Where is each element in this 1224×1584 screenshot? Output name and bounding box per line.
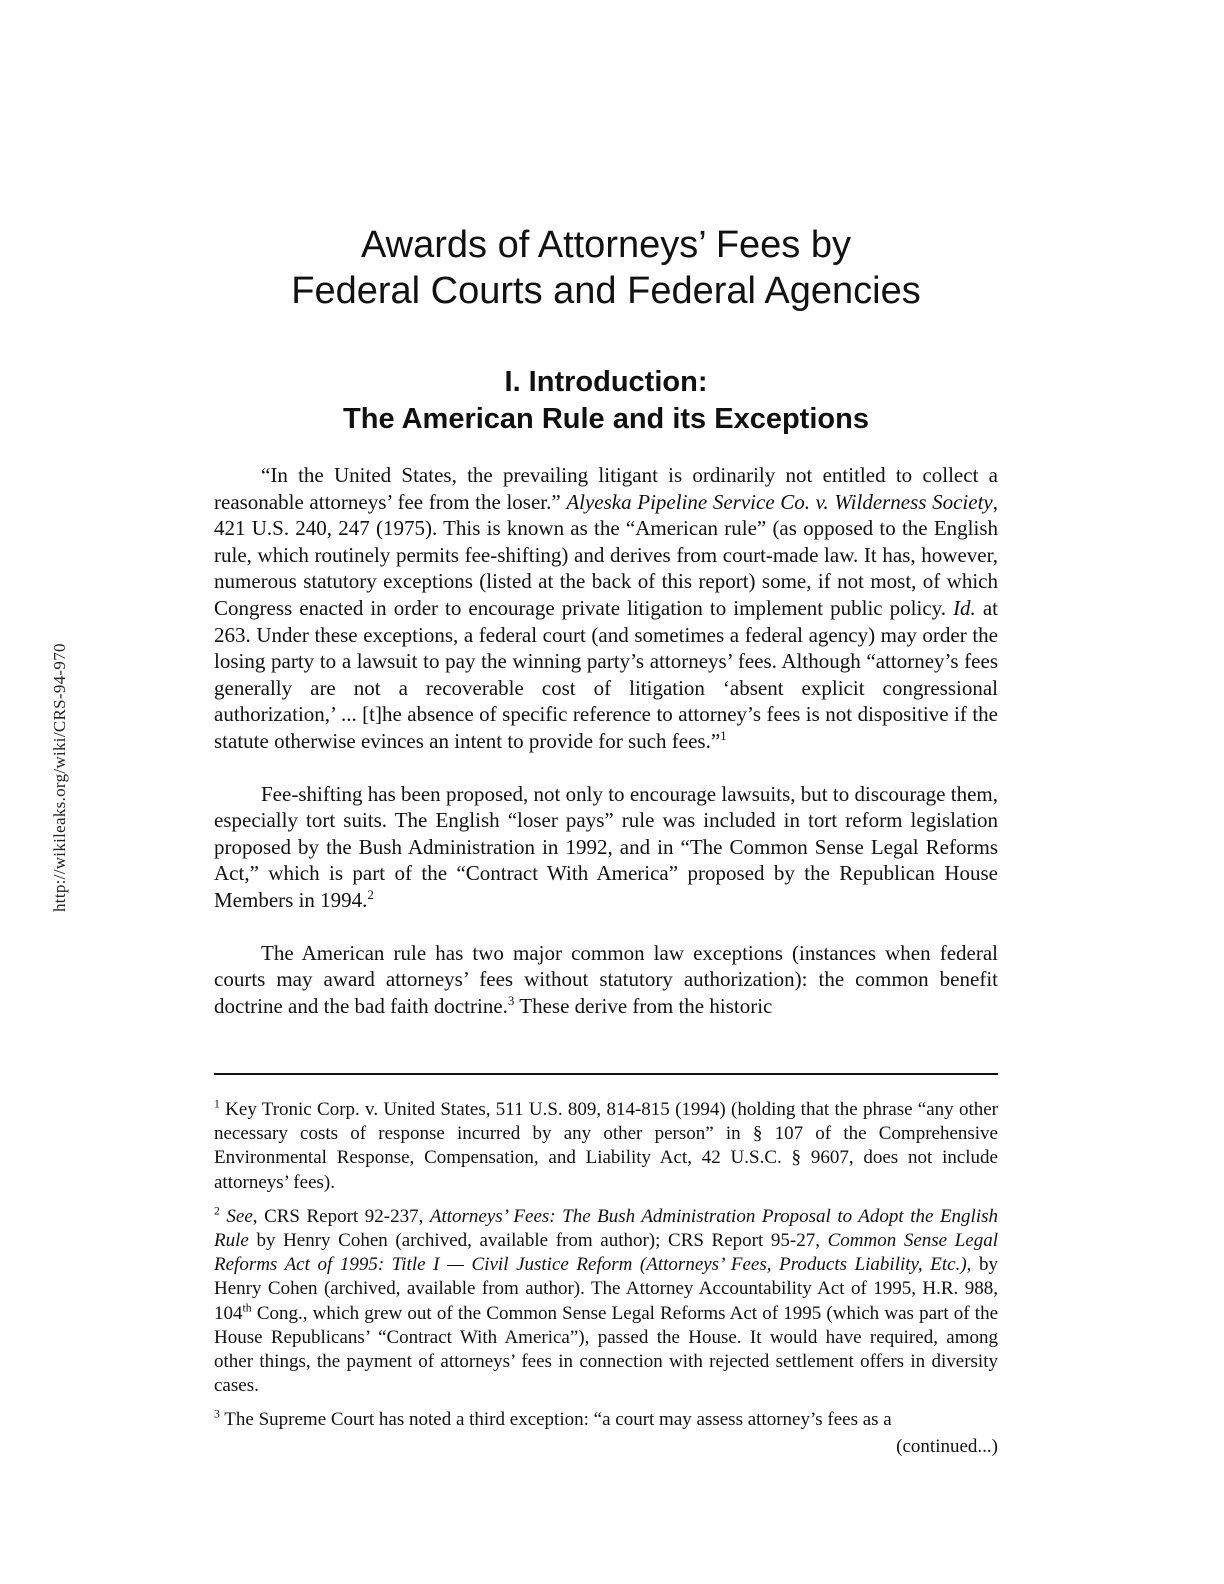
document-title [214, 222, 998, 314]
footnote-2 [214, 1205, 998, 1399]
paragraph-3-text-a: The American rule has two major common law exceptions (instances when federal courts may award attorneys’ fees without statutory authorization): the common benefit doctrine and the bad faith doctrine. [214, 940, 998, 1018]
paragraph-2-text: Fee-shifting has been proposed, not only to encourage lawsuits, but to discourage them, especially tort suits. The English “loser pays” rule was included in tort reform legislation proposed by the Bush Administration in 1992, and in “The Common Sense Legal Reforms Act,” which is part of the “Contract With America” proposed by the Republican House Members in 1994. [214, 781, 998, 912]
footnote-3-number: 3 [214, 1408, 220, 1422]
footnote-2-text-c: , by Henry Cohen (archived, available from author). The Attorney Accountability Act of 1995, H.R. 988, 104 [214, 1254, 999, 1324]
footnotes [214, 1098, 998, 1459]
footnote-1 [214, 1098, 998, 1195]
footnote-1-text: Key Tronic Corp. v. United States, 511 U.S. 809, 814-815 (1994) (holding that the phrase “any other necessary costs of response incurred by any other person” in § 107 of the Comprehensive Environmental Response, Compensation, and Liability Act, 42 U.S.C. § 9607, does not include attorneys’ fees). [214, 1099, 998, 1193]
footnote-2-text-b: by Henry Cohen (archived, available from author); CRS Report 95-27, [248, 1230, 828, 1252]
section-heading [214, 364, 998, 438]
id-citation: Id. [953, 595, 976, 620]
section-heading-line-1: I. Introduction: [504, 366, 708, 398]
case-citation: Alyeska Pipeline Service Co. v. Wilderness Society [566, 489, 993, 514]
footnote-3-text: The Supreme Court has noted a third exception: “a court may assess attorney’s fees as a [219, 1409, 892, 1431]
footnote-continued: (continued...) [896, 1435, 998, 1457]
title-line-1: Awards of Attorneys’ Fees by [360, 224, 851, 266]
footnote-3 [214, 1408, 998, 1432]
title-line-2: Federal Courts and Federal Agencies [291, 270, 921, 312]
paragraph-3 [214, 940, 998, 1020]
paragraph-3-text-b: These derive from the historic [514, 993, 773, 1018]
footnote-ref-2: 2 [367, 886, 374, 902]
footnote-2-report-title-1: Attorneys’ Fees: The Bush Administration Proposal to Adopt the English Rule [214, 1205, 999, 1252]
paragraph-2 [214, 781, 998, 914]
footnote-ref-3: 3 [507, 992, 515, 1008]
footnote-2-number: 2 [214, 1204, 220, 1218]
paragraph-1-text-c: at 263. Under these exceptions, a federal court (and sometimes a federal agency) may order the losing party to a lawsuit to pay the winning party’s attorneys’ fees. Although “attorney’s fees generally are not a recoverable cost of litigation ‘absent explicit congressional authorization,’ ... [t]he absence of specific reference to attorney’s fees is not dispositive if the statute otherwise evinces an intent to provide for such fees.” [214, 595, 998, 753]
paragraph-1 [214, 462, 998, 755]
footnote-ref-1: 1 [720, 727, 727, 743]
footnote-divider [214, 1073, 998, 1075]
paragraph-1-text-b: , 421 U.S. 240, 247 (1975). This is known as the “American rule” (as opposed to the English rule, which routinely permits fee-shifting) and derives from court-made law. It has, however, numerous statutory exceptions (listed at the back of this report) some, if not most, of which Congress enacted in order to encourage private litigation to implement public policy. [214, 489, 998, 620]
footnote-2-text-d: Cong., which grew out of the Common Sense Legal Reforms Act of 1995 (which was part of the House Republicans’ “Contract With America”), passed the House. It would have required, among other things, the payment of attorneys’ fees in connection with rejected settlement offers in diversity cases. [214, 1302, 998, 1397]
side-url-watermark: http://wikileaks.org/wiki/CRS-94-970 [50, 643, 69, 912]
footnote-2-see: See [226, 1205, 253, 1227]
footnote-2-ordinal: th [242, 1301, 252, 1315]
footnote-2-report-title-2: Common Sense Legal Reforms Act of 1995: Title I — Civil Justice Reform (Attorneys’ Fees, Products Liability, Etc.) [214, 1230, 999, 1276]
footnote-1-number: 1 [214, 1097, 220, 1111]
section-heading-line-2: The American Rule and its Exceptions [343, 403, 869, 435]
footnote-2-text-a: , CRS Report 92-237, [252, 1205, 430, 1227]
body-text [214, 462, 998, 1045]
paragraph-1-text-a: “In the United States, the prevailing litigant is ordinarily not entitled to collect a reasonable attorneys’ fee from the loser.” [214, 463, 998, 514]
